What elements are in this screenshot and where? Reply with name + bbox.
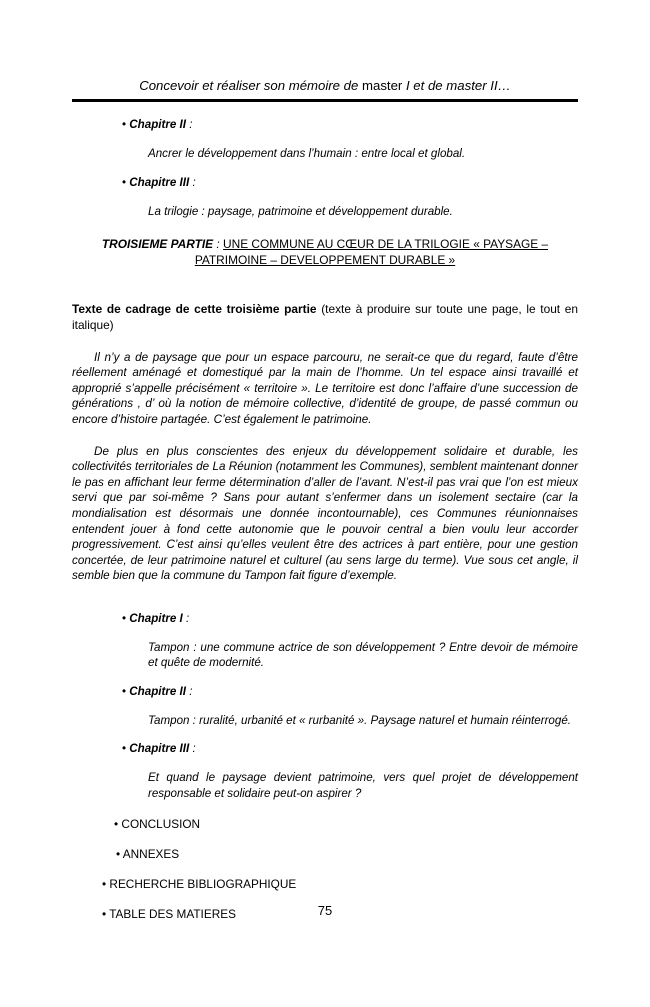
framing-text-rest: (texte à produire sur toute une page, le tout en italique) — [72, 302, 579, 332]
bullet-icon: • — [122, 611, 127, 625]
running-head-part-3: I et de master II… — [405, 78, 511, 93]
body-paragraph-1: Il n’y a de paysage que pour un espace parcouru, ne serait-ce que du regard, faute d’être réellement aménagé et domestiqué par la main de l’homme. Un tel espace ainsi travaillé et approprié s’appelle précisément « territoire ». Le territoire est donc l’affaire d’une succession de générations , d’ où la notion de mémoire collective, d’identité de groupe, de passé commun ou encore d’histoire partagée. C’est également le patrimoine. — [72, 350, 578, 426]
back-matter-annexes — [72, 847, 578, 861]
bullet-icon: • — [116, 847, 121, 862]
spacer — [72, 268, 578, 292]
spacer — [72, 604, 578, 612]
chapter-colon: : — [182, 611, 190, 625]
running-head-part-2: master — [362, 78, 406, 93]
spacer — [72, 428, 578, 444]
bullet-icon: • — [122, 684, 127, 698]
chapter-label: Chapitre III — [129, 175, 190, 189]
back-matter-annexes-label: ANNEXES — [122, 847, 180, 862]
spacer — [72, 861, 578, 877]
spacer — [72, 190, 578, 204]
chapter-colon: : — [186, 118, 193, 131]
spacer — [72, 699, 578, 713]
spacer — [72, 671, 578, 685]
page-number: 75 — [317, 903, 333, 918]
body-paragraph-2: De plus en plus conscientes des enjeux du développement solidaire et durable, les collectivités territoriales de La Réunion (notamment les Communes), semblent maintenant donner le pas en affichant leur ferme détermination d’aller de l’avant. N’est-il pas vrai que l’on est mieux servi que par soi-même ? Sans pour autant s’enfermer dans un isolement sectaire (car la mondialisation est désormais une donnée incontournable), ces Communes réunionnaises entendent jouer à fond cette autonomie que le pouvoir central a bien voulu leur accorder progressivement. C’est ainsi qu’elles veulent être des actrices à part entière, pour une gestion concertée, de leur patrimoine naturel et culturel (au sens large du terme). Vue sous cet angle, il semble bien que la commune du Tampon fait figure d’exemple. — [72, 444, 578, 583]
part-separator: : — [213, 237, 224, 251]
bullet-icon: • — [102, 877, 107, 892]
chapter-description-chapitre-ii: Tampon : ruralité, urbanité et « rurbanité ». Paysage naturel et humain réinterrogé. — [148, 713, 571, 727]
spacer — [72, 334, 578, 350]
spacer — [72, 292, 578, 302]
chapter-label: Chapitre I — [129, 611, 183, 625]
bullet-icon: • — [122, 175, 127, 189]
chapter-label: Chapitre III — [129, 742, 190, 756]
spacer — [72, 756, 578, 770]
spacer — [72, 801, 578, 817]
spacer — [72, 132, 578, 146]
bullet-icon: • — [122, 118, 127, 131]
back-matter-bibliographie-label: RECHERCHE BIBLIOGRAPHIQUE — [109, 877, 297, 892]
bullet-icon: • — [114, 817, 119, 832]
part-title-line-1: UNE COMMUNE AU CŒUR DE LA TRILOGIE « PAYSAGE – — [223, 237, 549, 251]
spacer — [72, 162, 578, 176]
chapter-heading-chapitre-iii — [72, 742, 578, 756]
part-heading-troisieme-partie — [72, 237, 578, 268]
running-head — [72, 78, 578, 94]
bullet-icon: • — [102, 907, 107, 922]
chapter-heading-chapitre-i — [72, 612, 578, 626]
spacer — [72, 219, 578, 237]
running-head-part-1: Concevoir et réaliser son mémoire de — [139, 78, 363, 93]
framing-text-paragraph — [72, 302, 578, 334]
part-title-line-2: PATRIMOINE – DEVELOPPEMENT DURABLE » — [194, 252, 456, 267]
part-label: TROISIEME PARTIE — [101, 237, 214, 251]
framing-text-bold-lead: Texte de cadrage de cette troisième partie — [72, 302, 317, 316]
spacer — [72, 584, 578, 604]
chapter-description-chapitre-ii-top: Ancrer le développement dans l’humain : entre local et global. — [148, 147, 466, 160]
chapter-heading-chapitre-iii-top — [72, 176, 578, 190]
spacer — [72, 728, 578, 742]
chapter-label: Chapitre II — [129, 684, 186, 698]
chapter-label: Chapitre II — [129, 118, 186, 131]
chapter-colon: : — [186, 684, 193, 698]
spacer — [72, 626, 578, 640]
chapter-colon: : — [189, 175, 196, 189]
chapter-description-chapitre-iii-top: La trilogie : paysage, patrimoine et développement durable. — [148, 204, 453, 218]
back-matter-table-matieres-label: TABLE DES MATIERES — [109, 907, 236, 922]
back-matter-conclusion — [72, 817, 578, 831]
chapter-heading-chapitre-ii-top — [72, 118, 578, 132]
chapter-heading-chapitre-ii — [72, 685, 578, 699]
chapter-colon: : — [189, 742, 196, 756]
header-rule — [72, 99, 578, 102]
bullet-icon: • — [122, 742, 127, 756]
back-matter-bibliographie — [72, 877, 578, 891]
chapter-description-chapitre-iii: Et quand le paysage devient patrimoine, vers quel projet de développement responsable et solidaire peut-on aspirer ? — [148, 771, 578, 800]
spacer — [72, 831, 578, 847]
page-content — [72, 118, 578, 921]
chapter-description-chapitre-i: Tampon : une commune actrice de son développement ? Entre devoir de mémoire et quête de modernité. — [148, 640, 578, 670]
back-matter-conclusion-label: CONCLUSION — [121, 817, 201, 832]
